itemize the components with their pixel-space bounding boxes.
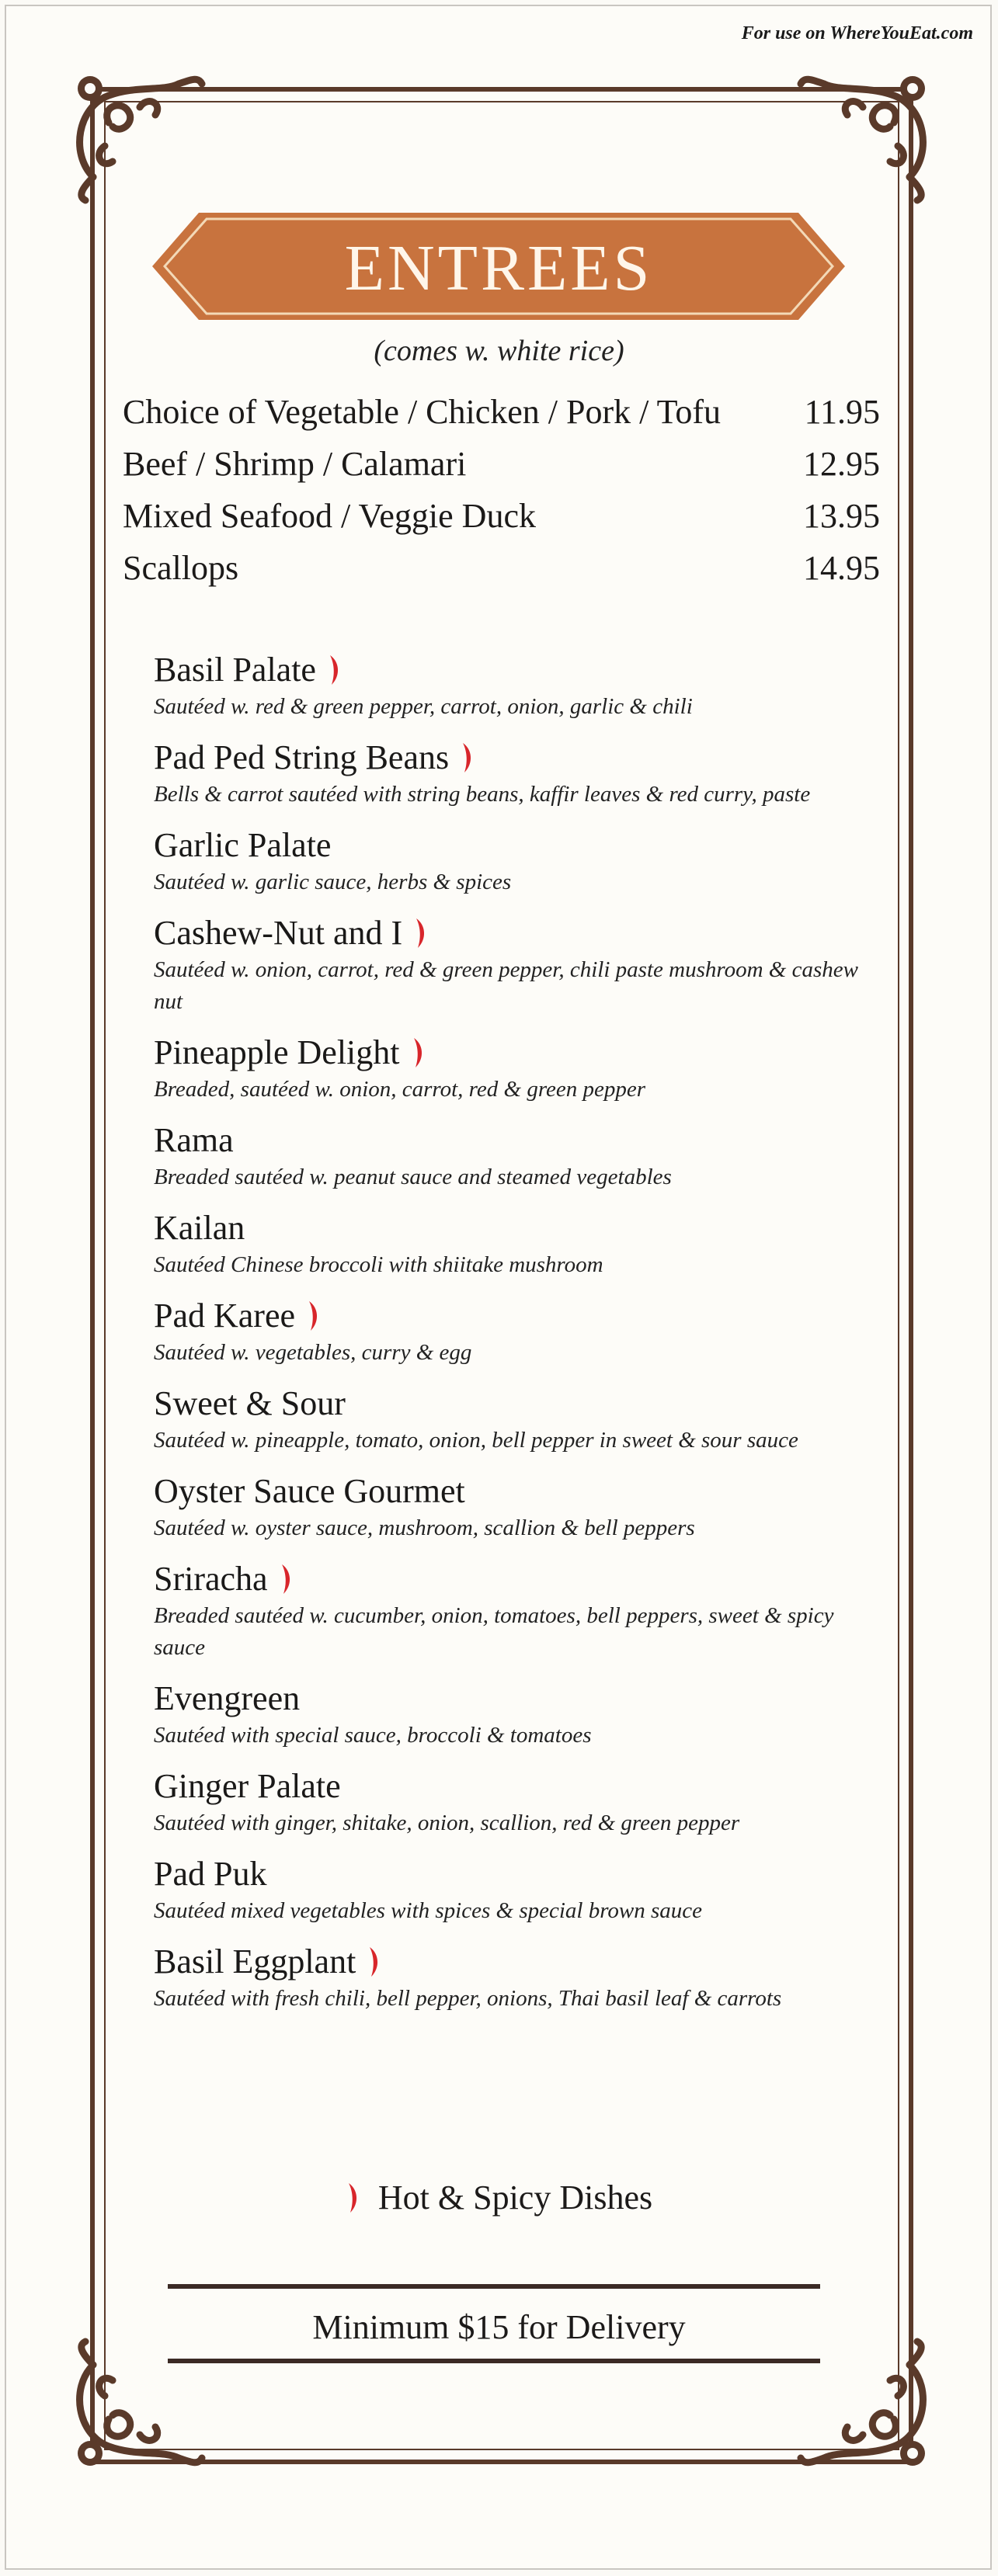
chili-pepper-icon <box>460 741 475 774</box>
price-item-label: Beef / Shrimp / Calamari <box>123 445 467 483</box>
dish-item <box>154 912 884 1018</box>
dish-name: Pineapple Delight <box>154 1033 400 1071</box>
corner-ornament-icon <box>62 61 210 208</box>
chili-pepper-icon <box>413 917 429 950</box>
dish-name-row <box>154 649 884 691</box>
legend-label: Hot & Spicy Dishes <box>377 2178 653 2217</box>
chili-pepper-icon <box>367 1946 382 1978</box>
price-item-label: Scallops <box>123 549 239 587</box>
price-value: 14.95 <box>803 549 880 587</box>
dish-item <box>154 1470 884 1544</box>
dish-description: Sautéed w. red & green pepper, carrot, onion, garlic & chili <box>154 694 693 719</box>
divider <box>168 2284 820 2289</box>
dish-description: Breaded sautéed w. cucumber, onion, tomatoes, bell peppers, sweet & spicy sauce <box>154 1603 834 1660</box>
dish-item <box>154 1383 884 1456</box>
dish-name-row <box>154 1295 884 1337</box>
dish-name-row <box>154 1383 884 1425</box>
dish-name: Pad Puk <box>154 1855 267 1893</box>
delivery-note: Minimum $15 for Delivery <box>312 2308 686 2346</box>
dish-name-row <box>154 1853 884 1895</box>
dish-description: Sautéed with ginger, shitake, onion, scallion, red & green pepper <box>154 1810 740 1835</box>
price-value: 12.95 <box>803 445 880 483</box>
price-row <box>123 392 880 444</box>
dish-name: Pad Karee <box>154 1297 296 1335</box>
chili-pepper-icon <box>306 1300 322 1332</box>
dish-name: Rama <box>154 1121 234 1159</box>
dish-item <box>154 1295 884 1369</box>
price-row <box>123 496 880 548</box>
dish-description: Breaded, sautéed w. onion, carrot, red & green pepper <box>154 1077 646 1102</box>
dish-item <box>154 1853 884 1927</box>
dish-description: Sautéed Chinese broccoli with shiitake mushroom <box>154 1252 603 1277</box>
divider <box>168 2359 820 2363</box>
dish-name-row <box>154 737 884 779</box>
dish-item <box>154 1558 884 1664</box>
entrees-banner <box>152 213 845 320</box>
dish-name: Evengreen <box>154 1679 301 1717</box>
dish-name-row <box>154 825 884 866</box>
dish-description: Bells & carrot sautéed with string beans, kaffir leaves & red curry, paste <box>154 782 811 807</box>
dish-description: Sautéed w. garlic sauce, herbs & spices <box>154 870 512 894</box>
dish-name-row <box>154 1032 884 1074</box>
price-row <box>123 548 880 600</box>
chili-pepper-icon <box>327 654 343 686</box>
dish-item <box>154 1207 884 1281</box>
dish-description: Breaded sautéed w. peanut sauce and steamed vegetables <box>154 1165 672 1189</box>
dish-description: Sautéed w. vegetables, curry & egg <box>154 1340 472 1365</box>
dish-name: Basil Eggplant <box>154 1942 356 1981</box>
price-row <box>123 444 880 496</box>
dish-name: Ginger Palate <box>154 1767 341 1805</box>
dish-name: Sweet & Sour <box>154 1384 346 1422</box>
dish-name: Cashew-Nut and I <box>154 914 403 952</box>
dish-list <box>154 649 884 2029</box>
dish-item <box>154 1941 884 2015</box>
dish-name: Kailan <box>154 1209 245 1247</box>
corner-ornament-icon <box>62 2334 210 2481</box>
dish-name-row <box>154 1678 884 1720</box>
dish-description: Sautéed w. oyster sauce, mushroom, scallion & bell peppers <box>154 1515 695 1540</box>
dish-name-row <box>154 1470 884 1512</box>
dish-item <box>154 1765 884 1839</box>
dish-item <box>154 1678 884 1751</box>
price-value: 11.95 <box>804 393 880 431</box>
dish-name: Sriracha <box>154 1560 268 1598</box>
dish-item <box>154 1120 884 1193</box>
dish-name-row <box>154 1207 884 1249</box>
chili-pepper-icon <box>346 2182 361 2214</box>
chili-pepper-icon <box>411 1036 426 1069</box>
dish-name-row <box>154 1558 884 1600</box>
price-item-label: Choice of Vegetable / Chicken / Pork / Tofu <box>123 393 722 431</box>
price-list <box>123 392 880 600</box>
corner-ornament-icon <box>793 2334 941 2481</box>
spicy-legend <box>0 2178 998 2217</box>
price-item-label: Mixed Seafood / Veggie Duck <box>123 497 536 535</box>
dish-item <box>154 649 884 723</box>
dish-item <box>154 1032 884 1106</box>
dish-name-row <box>154 1120 884 1161</box>
dish-description: Sautéed w. pineapple, tomato, onion, bell pepper in sweet & sour sauce <box>154 1428 798 1453</box>
watermark: For use on WhereYouEat.com <box>741 23 973 43</box>
dish-name: Oyster Sauce Gourmet <box>154 1472 465 1510</box>
dish-item <box>154 737 884 811</box>
dish-item <box>154 825 884 898</box>
dish-name-row <box>154 912 884 954</box>
corner-ornament-icon <box>793 61 941 208</box>
page-title: ENTREES <box>344 231 653 304</box>
chili-pepper-icon <box>279 1563 294 1595</box>
dish-description: Sautéed with fresh chili, bell pepper, onions, Thai basil leaf & carrots <box>154 1986 782 2011</box>
dish-name-row <box>154 1765 884 1807</box>
dish-name: Pad Ped String Beans <box>154 738 450 776</box>
dish-description: Sautéed with special sauce, broccoli & tomatoes <box>154 1723 592 1748</box>
dish-description: Sautéed w. onion, carrot, red & green pepper, chili paste mushroom & cashew nut <box>154 957 858 1014</box>
price-value: 13.95 <box>803 497 880 535</box>
subtitle: (comes w. white rice) <box>374 335 624 367</box>
dish-name: Basil Palate <box>154 651 316 689</box>
dish-description: Sautéed mixed vegetables with spices & special brown sauce <box>154 1898 703 1923</box>
dish-name: Garlic Palate <box>154 826 332 864</box>
dish-name-row <box>154 1941 884 1983</box>
